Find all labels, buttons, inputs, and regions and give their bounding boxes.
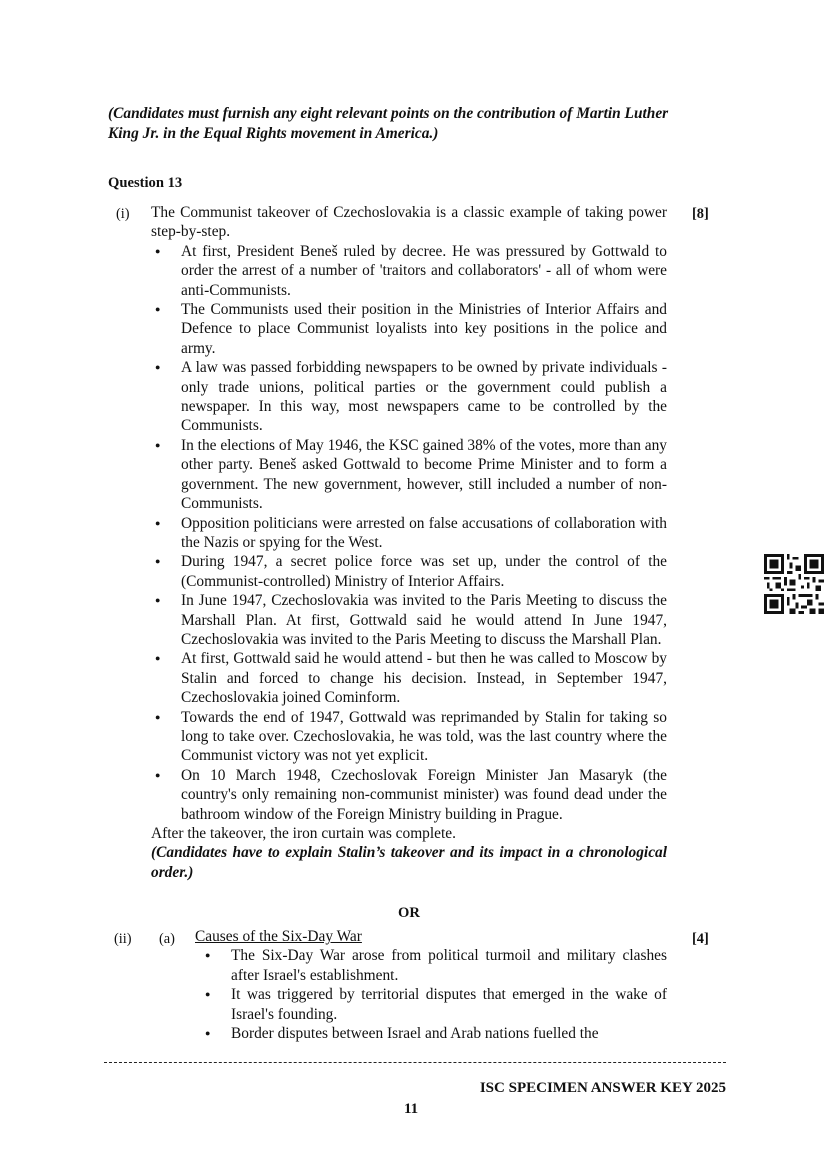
part-ii-body bbox=[195, 927, 667, 1043]
qr-code-icon bbox=[764, 554, 824, 614]
part-i-marks: [8] bbox=[692, 206, 709, 222]
list-item: ● A law was passed forbidding newspapers to be owned by private individuals - only trade unions, political parties or the government could publish a newspaper. In this way, most newspapers came to be controlled by the Communists. bbox=[181, 358, 667, 436]
list-item: ● In the elections of May 1946, the KSC gained 38% of the votes, more than any other party. Beneš asked Gottwald to become Prime Minister and to form a government. The new government, however, still included a number of non-Communists. bbox=[181, 436, 667, 514]
list-item: ● The Six-Day War arose from political turmoil and military clashes after Israel's establishment. bbox=[231, 946, 667, 985]
part-i-bullet-list bbox=[181, 242, 667, 824]
page-number: 11 bbox=[404, 1101, 419, 1117]
part-i-note: (Candidates have to explain Stalin’s takeover and its impact in a chronological order.) bbox=[151, 844, 667, 881]
part-ii-bullet-list bbox=[231, 946, 667, 1043]
footer-title: ISC SPECIMEN ANSWER KEY 2025 bbox=[479, 1080, 726, 1096]
question-title: Question 13 bbox=[108, 175, 183, 191]
part-ii-number: (ii) bbox=[114, 931, 132, 947]
list-item: ● During 1947, a secret police force was set up, under the control of the (Communist-controlled) Ministry of Interior Affairs. bbox=[181, 552, 667, 591]
list-item: ● Opposition politicians were arrested on false accusations of collaboration with the Nazis or spying for the West. bbox=[181, 514, 667, 553]
part-i-body bbox=[151, 203, 667, 882]
list-item: ● At first, President Beneš ruled by decree. He was pressured by Gottwald to order the arrest of a number of 'traitors and collaborators' - all of whom were anti-Communists. bbox=[181, 242, 667, 300]
intro-note: (Candidates must furnish any eight relevant points on the contribution of Martin Luther King Jr. in the Equal Rights movement in America.) bbox=[108, 105, 669, 142]
list-item: ● On 10 March 1948, Czechoslovak Foreign Minister Jan Masaryk (the country's only remaining non-communist minister) was found dead under the bathroom window of the Foreign Ministry building in Prague. bbox=[181, 766, 667, 824]
part-ii-marks: [4] bbox=[692, 931, 709, 947]
part-i-lead: The Communist takeover of Czechoslovakia is a classic example of taking power step-by-step. bbox=[151, 204, 667, 241]
part-ii-sub-number: (a) bbox=[159, 931, 175, 947]
part-i-number: (i) bbox=[116, 206, 130, 222]
list-item: ● At first, Gottwald said he would attend - but then he was called to Moscow by Stalin and forced to change his decision. Instead, in September 1947, Czechoslovakia joined Cominform. bbox=[181, 649, 667, 707]
part-ii-heading: Causes of the Six-Day War bbox=[195, 928, 362, 945]
list-item: ● It was triggered by territorial disputes that emerged in the wake of Israel's founding. bbox=[231, 985, 667, 1024]
list-item: ● Border disputes between Israel and Arab nations fuelled the bbox=[231, 1024, 667, 1043]
list-item: ● In June 1947, Czechoslovakia was invited to the Paris Meeting to discuss the Marshall Plan. At first, Gottwald said he would attend In June 1947, Czechoslovakia was invited to the Paris Meeting to discuss the Marshall Plan. bbox=[181, 591, 667, 649]
list-item: ● The Communists used their position in the Ministries of Interior Affairs and Defence to place Communist loyalists into key positions in the police and army. bbox=[181, 300, 667, 358]
list-item: ● Towards the end of 1947, Gottwald was reprimanded by Stalin for taking so long to take over. Czechoslovakia, he was told, was the last country where the Communist victory was not yet explicit. bbox=[181, 708, 667, 766]
part-i-closing: After the takeover, the iron curtain was complete. bbox=[151, 825, 456, 842]
or-separator: OR bbox=[398, 905, 420, 921]
footer-divider bbox=[104, 1062, 726, 1063]
